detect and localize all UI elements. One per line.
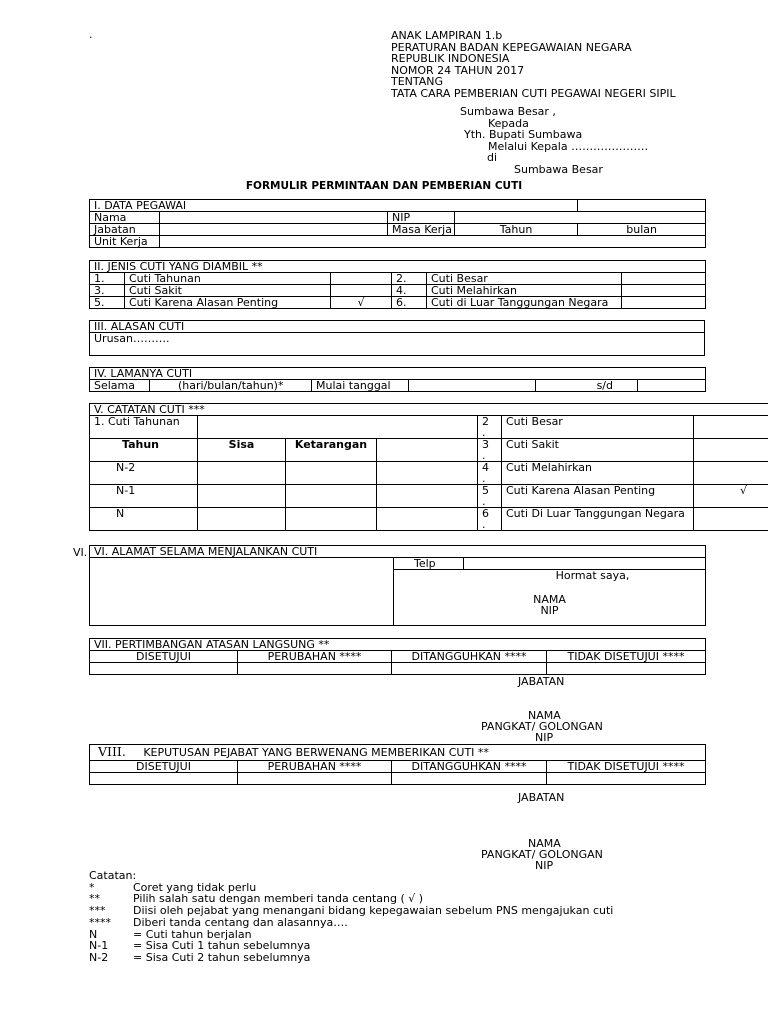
attachment-header [391, 30, 676, 99]
header-line: TATA CARA PEMBERIAN CUTI PEGAWAI NEGERI SIPIL [391, 86, 676, 100]
check-disetujui[interactable] [90, 773, 238, 785]
empty-cell [377, 439, 478, 462]
empty-cell [377, 485, 478, 508]
field-nama[interactable] [160, 212, 388, 224]
col-disetujui: DISETUJUI [90, 651, 238, 663]
section-title [90, 745, 706, 761]
leave-type-label: Cuti Karena Alasan Penting [125, 297, 331, 309]
leave-type-check[interactable] [331, 273, 392, 285]
field-nip[interactable] [455, 212, 706, 224]
section-title: II. JENIS CUTI YANG DIAMBIL ** [90, 261, 706, 273]
section-keputusan-pejabat [89, 744, 706, 785]
section-title: VI. ALAMAT SELAMA MENJALANKAN CUTI [90, 546, 706, 558]
item-number: 5 . [478, 485, 502, 508]
col-ketarangan: Ketarangan [286, 439, 377, 462]
atasan-jabatan: JABATAN [518, 675, 565, 688]
reason-field[interactable]: Urusan………. [90, 333, 705, 356]
notes [89, 870, 613, 964]
pejabat-nip: NIP [535, 859, 554, 872]
note-key: N-1 [89, 939, 109, 953]
note-text: Pilih salah satu dengan memberi tanda centang ( √ ) [133, 892, 424, 906]
header-line: TENTANG [391, 75, 444, 88]
address-di: di [487, 151, 498, 164]
section-alasan-cuti [89, 320, 705, 356]
note-key: N-2 [89, 950, 109, 964]
section-title: IV. LAMANYA CUTI [90, 368, 706, 380]
leave-type-check[interactable]: √ [694, 485, 768, 508]
item-number: 4 . [478, 462, 502, 485]
section-pertimbangan-atasan [89, 638, 706, 675]
label-unit-kerja: Unit Kerja [90, 236, 160, 248]
note-text: Coret yang tidak perlu [133, 880, 257, 894]
label-nip: NIP [388, 212, 455, 224]
check-tidak-disetujui[interactable] [547, 663, 706, 675]
field-sisa[interactable] [198, 462, 286, 485]
item-number: 4. [392, 285, 427, 297]
leave-type-check[interactable] [331, 285, 392, 297]
section-number: VIII. [98, 744, 126, 759]
col-tidak-disetujui: TIDAK DISETUJUI **** [547, 651, 706, 663]
col-ditangguhkan: DITANGGUHKAN **** [392, 651, 547, 663]
field-end-date[interactable] [638, 380, 706, 392]
header-line: REPUBLIK INDONESIA [391, 52, 510, 65]
section-title: I. DATA PEGAWAI [90, 200, 578, 212]
leave-type-label: Cuti Besar [502, 416, 694, 439]
section-catatan-cuti [89, 403, 768, 531]
item-number: 2 . [478, 416, 502, 439]
leave-type-label: Cuti di Luar Tanggungan Negara [427, 297, 622, 309]
field-sisa[interactable] [198, 485, 286, 508]
col-perubahan: PERUBAHAN **** [238, 651, 392, 663]
empty-cell [377, 508, 478, 531]
label-bulan: bulan [578, 224, 706, 236]
year-n-2: N-2 [90, 462, 198, 485]
leave-type-label: Cuti Tahunan [125, 273, 331, 285]
pejabat-pangkat: PANGKAT/ GOLONGAN [481, 848, 603, 861]
field-start-date[interactable] [409, 380, 536, 392]
year-n-1: N-1 [90, 485, 198, 508]
item-number: 3 . [478, 439, 502, 462]
address-melalui: Melalui Kepala ………………… [488, 140, 649, 153]
empty-cell [578, 200, 706, 212]
note-text: = Sisa Cuti 1 tahun sebelumnya [133, 939, 311, 953]
leave-type-label: Cuti Sakit [502, 439, 694, 462]
leave-type-label: Cuti Melahirkan [502, 462, 694, 485]
leave-type-label: Cuti Besar [427, 273, 622, 285]
field-jabatan[interactable] [160, 224, 388, 236]
year-n: N [90, 508, 198, 531]
note-key: *** [89, 904, 106, 918]
header-line: NOMOR 24 TAHUN 2017 [391, 63, 525, 77]
leave-type-check[interactable]: √ [331, 297, 392, 309]
header-line: PERATURAN BADAN KEPEGAWAIAN NEGARA [391, 40, 632, 54]
note-item [89, 917, 613, 929]
leave-type-check[interactable] [622, 285, 706, 297]
section-alamat-cuti [89, 545, 706, 626]
form-title: FORMULIR PERMINTAAN DAN PEMBERIAN CUTI [245, 180, 523, 192]
note-text: = Cuti tahun berjalan [133, 927, 252, 941]
signature-nip: NIP [540, 604, 559, 618]
item-number: 6. [392, 297, 427, 309]
leave-type-label: Cuti Sakit [125, 285, 331, 297]
section-title: III. ALASAN CUTI [90, 321, 705, 333]
leave-type-label: Cuti Di Luar Tanggungan Negara [502, 508, 694, 531]
section-data-pegawai [89, 199, 706, 248]
check-perubahan[interactable] [238, 663, 392, 675]
pejabat-jabatan: JABATAN [518, 791, 565, 804]
notes-title: Catatan: [89, 869, 137, 882]
signature-block [394, 570, 706, 626]
note-key: ** [89, 892, 100, 906]
address-field[interactable] [90, 558, 394, 626]
note-item [89, 952, 613, 964]
leave-type-label: Cuti Melahirkan [427, 285, 622, 297]
address-kepada: Kepada [488, 117, 529, 130]
leave-type-check[interactable] [694, 416, 768, 439]
section-jenis-cuti [89, 260, 706, 309]
check-ditangguhkan[interactable] [392, 663, 547, 675]
leave-type-label: Cuti Karena Alasan Penting [502, 485, 694, 508]
col-ditangguhkan: DITANGGUHKAN **** [392, 761, 547, 773]
field-unit-kerja[interactable] [160, 236, 706, 248]
label-jabatan: Jabatan [90, 224, 160, 236]
header-line: ANAK LAMPIRAN 1.b [391, 29, 503, 42]
field-keterangan[interactable] [286, 462, 377, 485]
leave-type-check[interactable] [694, 439, 768, 462]
field-keterangan[interactable] [286, 508, 377, 531]
col-tidak-disetujui: TIDAK DISETUJUI **** [547, 761, 706, 773]
item-number: 6 . [478, 508, 502, 531]
note-text: = Sisa Cuti 2 tahun sebelumnya [133, 950, 311, 964]
note-text: Diisi oleh pejabat yang menangani bidang kepegawaian sebelum PNS mengajukan cuti [133, 904, 614, 918]
check-perubahan[interactable] [238, 773, 392, 785]
section-title-text: KEPUTUSAN PEJABAT YANG BERWENANG MEMBERIKAN CUTI ** [143, 746, 489, 759]
check-disetujui[interactable] [90, 663, 238, 675]
section-title: VII. PERTIMBANGAN ATASAN LANGSUNG ** [90, 639, 706, 651]
col-perubahan: PERUBAHAN **** [238, 761, 392, 773]
atasan-pangkat: PANGKAT/ GOLONGAN [481, 720, 603, 733]
label-sd: s/d [536, 380, 638, 392]
leave-type-check[interactable] [694, 508, 768, 531]
signature-nama: NAMA [533, 592, 566, 606]
address-place: Sumbawa Besar [514, 163, 603, 176]
field-sisa[interactable] [198, 508, 286, 531]
check-tidak-disetujui[interactable] [547, 773, 706, 785]
address-city: Sumbawa Besar , [460, 105, 556, 118]
note-text: Diberi tanda centang dan alasannya…. [133, 915, 348, 929]
top-dot: . [89, 28, 93, 41]
leave-type-check[interactable] [622, 273, 706, 285]
label-selama: Selama [90, 380, 150, 392]
col-tahun: Tahun [90, 439, 198, 462]
label-tahun: Tahun [455, 224, 578, 236]
address-yth: Yth. Bupati Sumbawa [464, 128, 583, 141]
empty-cell [198, 416, 478, 439]
col-disetujui: DISETUJUI [90, 761, 238, 773]
field-keterangan[interactable] [286, 485, 377, 508]
note-key: * [89, 880, 95, 894]
section-vi-prefix: VI. [73, 546, 88, 559]
atasan-nip: NIP [535, 731, 554, 744]
col-sisa: Sisa [198, 439, 286, 462]
atasan-nama: NAMA [528, 709, 561, 722]
label-nama: Nama [90, 212, 160, 224]
empty-cell [377, 462, 478, 485]
check-ditangguhkan[interactable] [392, 773, 547, 785]
label-telp: Telp [394, 558, 464, 570]
hormat-saya: Hormat saya, [555, 569, 630, 583]
label-masa-kerja: Masa Kerja [388, 224, 455, 236]
item-number: 3. [90, 285, 125, 297]
section-title: V. CATATAN CUTI *** [90, 404, 768, 416]
leave-type-check[interactable] [622, 297, 706, 309]
item-number: 2. [392, 273, 427, 285]
pejabat-nama: NAMA [528, 837, 561, 850]
note-key: **** [89, 915, 111, 929]
item-number: 5. [90, 297, 125, 309]
field-telp[interactable] [464, 558, 706, 570]
label-mulai: Mulai tanggal [312, 380, 409, 392]
item-number: 1. [90, 273, 125, 285]
section-lamanya-cuti [89, 367, 706, 392]
duration-unit[interactable]: (hari/bulan/tahun)* [150, 380, 312, 392]
leave-type-check[interactable] [694, 462, 768, 485]
label-cuti-tahunan: 1. Cuti Tahunan [90, 416, 198, 439]
note-key: N [89, 927, 98, 941]
